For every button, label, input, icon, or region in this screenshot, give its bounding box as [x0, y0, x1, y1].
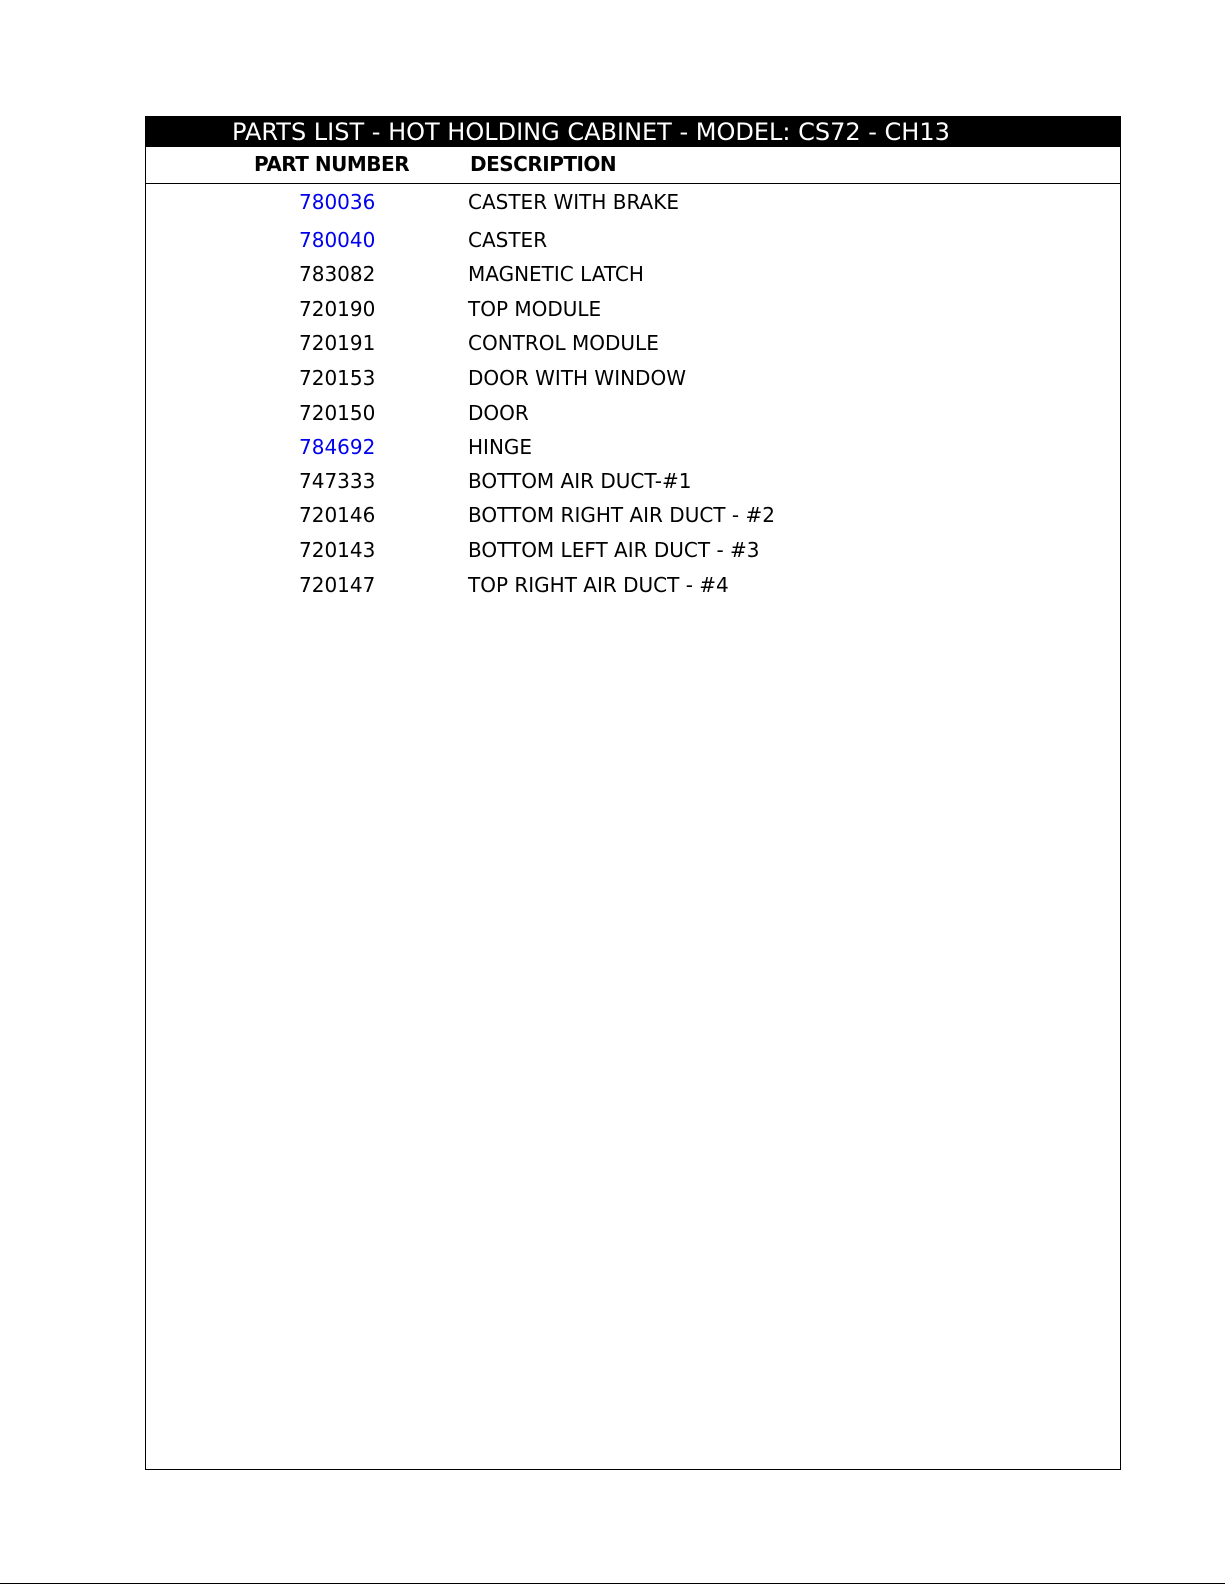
part-number: 747333 [299, 469, 376, 493]
part-number-link[interactable]: 780036 [299, 190, 376, 214]
part-description: CASTER WITH BRAKE [468, 190, 679, 214]
part-number: 720143 [299, 538, 376, 562]
column-header-row [146, 147, 1120, 184]
table-row [146, 190, 1120, 222]
table-row [146, 503, 1120, 535]
part-number: 783082 [299, 262, 376, 286]
part-description: CASTER [468, 228, 548, 252]
part-number: 720146 [299, 503, 376, 527]
table-row [146, 538, 1120, 570]
part-number: 720147 [299, 573, 376, 597]
table-row [146, 331, 1120, 363]
parts-list-title: PARTS LIST - HOT HOLDING CABINET - MODEL: CS72 - CH13 [146, 117, 1120, 147]
part-number-header: PART NUMBER [254, 152, 410, 176]
part-number: 720150 [299, 401, 376, 425]
table-row [146, 469, 1120, 501]
part-description: BOTTOM RIGHT AIR DUCT - #2 [468, 503, 775, 527]
table-row [146, 573, 1120, 605]
part-description: HINGE [468, 435, 533, 459]
part-description: TOP RIGHT AIR DUCT - #4 [468, 573, 729, 597]
part-number: 720153 [299, 366, 376, 390]
part-description: TOP MODULE [468, 297, 602, 321]
table-row [146, 228, 1120, 260]
table-row [146, 401, 1120, 433]
table-row [146, 366, 1120, 398]
part-number-link[interactable]: 780040 [299, 228, 376, 252]
part-description: BOTTOM AIR DUCT-#1 [468, 469, 692, 493]
table-row [146, 297, 1120, 329]
part-description: CONTROL MODULE [468, 331, 659, 355]
part-description: DOOR [468, 401, 529, 425]
page-bottom-rule [0, 1583, 1225, 1584]
part-description: DOOR WITH WINDOW [468, 366, 686, 390]
description-header: DESCRIPTION [470, 152, 617, 176]
part-number: 720191 [299, 331, 376, 355]
part-number: 720190 [299, 297, 376, 321]
part-description: BOTTOM LEFT AIR DUCT - #3 [468, 538, 760, 562]
part-description: MAGNETIC LATCH [468, 262, 644, 286]
table-row [146, 435, 1120, 467]
part-number-link[interactable]: 784692 [299, 435, 376, 459]
parts-list-sheet [145, 116, 1121, 1470]
table-row [146, 262, 1120, 294]
